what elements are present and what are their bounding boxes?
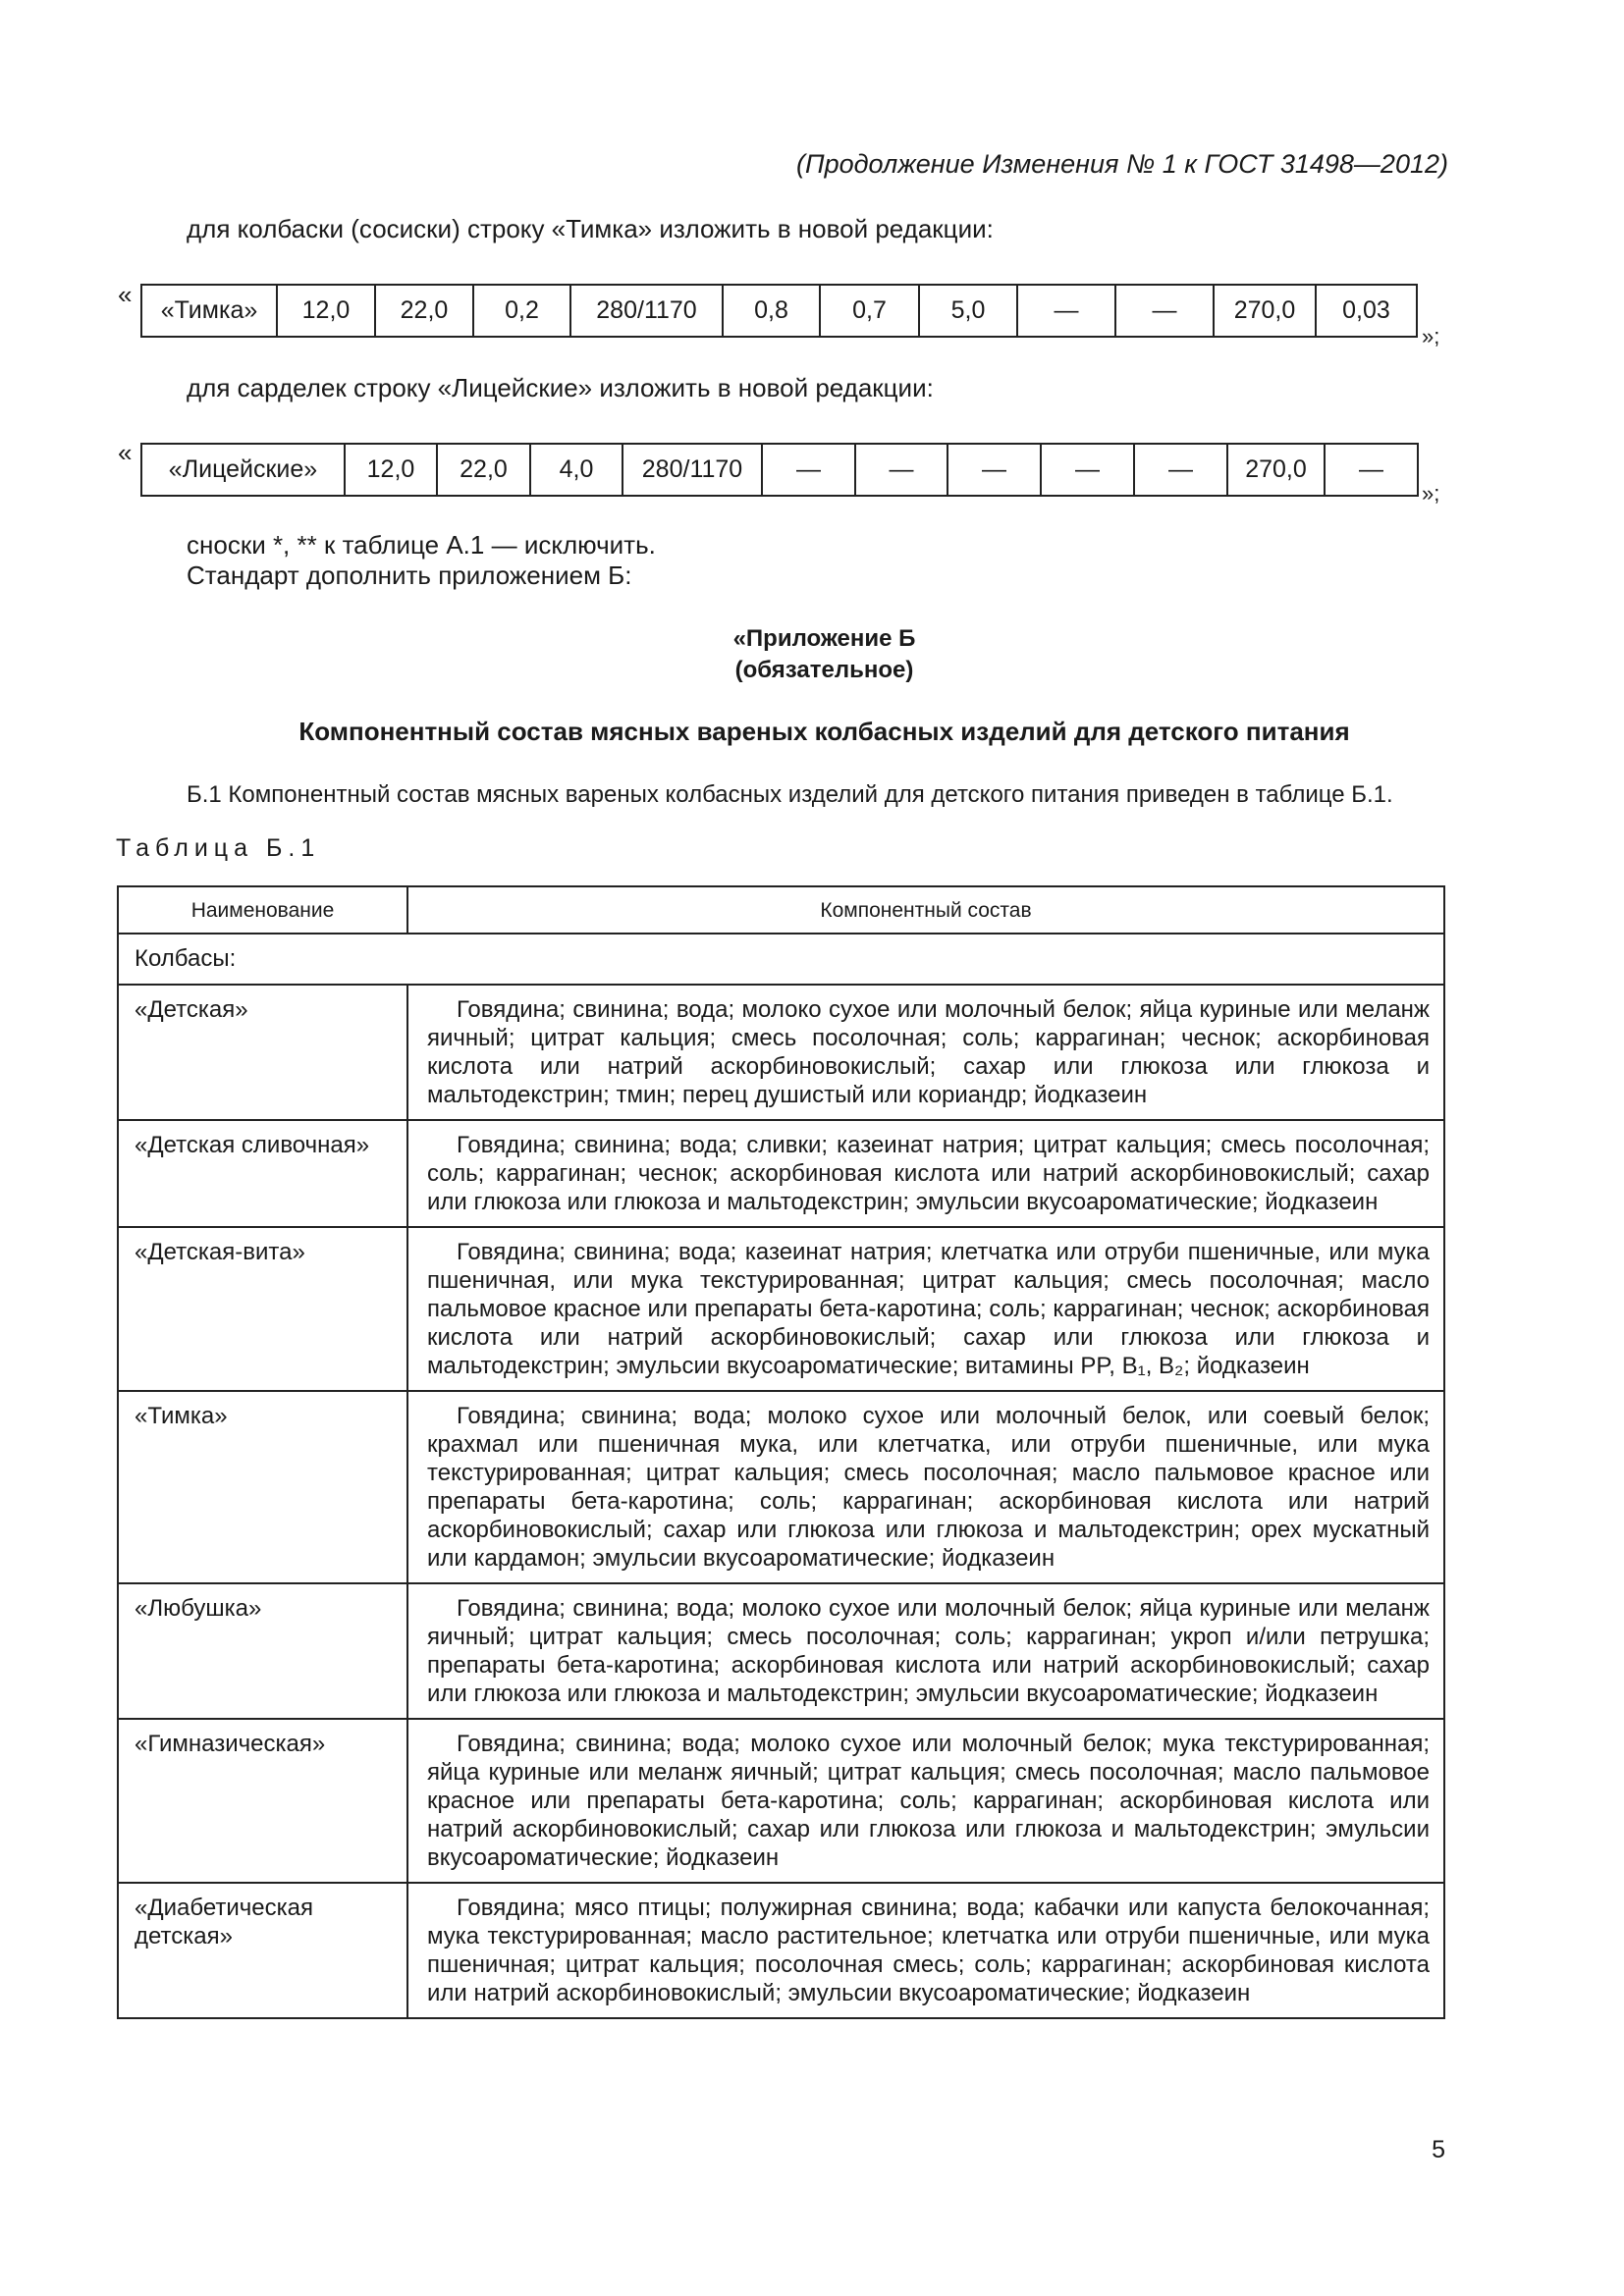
- composition-text: Говядина; мясо птицы; полужирная свинина; вода; кабачки или капуста белокочанная; мука текстурированная; масло растительное; клетчатка или отруби пшеничные, или мука пшеничная; цитрат кальция; посолочная смесь; соль; каррагинан; аскорбиновая кислота или натрий аскорбиновокислый; эмульсии вкусоароматические; йодказеин: [427, 1895, 1430, 2006]
- quote-close-2: »;: [1422, 481, 1440, 506]
- litseiskie-cell: 4,0: [530, 444, 623, 496]
- table-row: [118, 1883, 1444, 2018]
- timka-cell: 5,0: [919, 285, 1017, 337]
- litseiskie-cell: —: [1325, 444, 1418, 496]
- litseiskie-cell: —: [762, 444, 855, 496]
- appendix-title: «Приложение Б: [732, 625, 916, 652]
- quote-open-2: «: [118, 438, 133, 467]
- product-name: «Детская»: [118, 985, 407, 1120]
- timka-cell: 280/1170: [570, 285, 723, 337]
- product-name: «Детская сливочная»: [118, 1120, 407, 1227]
- table-row: [118, 1227, 1444, 1391]
- composition-text: Говядина; свинина; вода; молоко сухое или молочный белок; яйца куриные или меланж яичный; цитрат кальция; смесь посолочная; соль; каррагинан; укроп и/или петрушка; препараты бета-каротина; аскорбиновая кислота или натрий аскорбиновокислый; сахар или глюкоза или глюкоза и мальтодекстрин; эмульсии вкусоароматические; йодказеин: [427, 1595, 1430, 1707]
- timka-cell: 12,0: [277, 285, 375, 337]
- intro-sardelki-text: для сарделек строку «Лицейские» изложить в новой редакции:: [187, 373, 934, 402]
- litseiskie-cell: «Лицейские»: [141, 444, 345, 496]
- product-name: «Детская-вита»: [118, 1227, 407, 1391]
- composition-text: Говядина; свинина; вода; казеинат натрия; клетчатка или отруби пшеничные, или мука пшеничная, или мука текстурированная; цитрат кальция; смесь посолочная; масло пальмовое красное или препараты бета-каротина; соль; каррагинан; чеснок; аскорбиновая кислота или натрий аскорбиновокислый; сахар или глюкоза или глюкоза и мальтодекстрин; эмульсии вкусоароматические; витамины PP, B₁, B₂; йодказеин: [427, 1239, 1430, 1379]
- timka-cell: —: [1115, 285, 1214, 337]
- product-composition: [407, 985, 1444, 1120]
- timka-cell: 270,0: [1214, 285, 1316, 337]
- header-name: Наименование: [118, 886, 407, 934]
- composition-text: Говядина; свинина; вода; молоко сухое или молочный белок; яйца куриные или меланж яичный; цитрат кальция; смесь посолочная; соль; каррагинан; чеснок; аскорбиновая кислота или натрий аскорбиновокислый; сахар или глюкоза или глюкоза и мальтодекстрин; тмин; перец душистый или кориандр; йодказеин: [427, 996, 1430, 1108]
- litseiskie-cell: —: [1041, 444, 1134, 496]
- composition-text: Говядина; свинина; вода; молоко сухое или молочный белок, или соевый белок; крахмал или пшеничная мука, или клетчатка, или отруби пшеничные, или мука текстурированная; цитрат кальция; смесь посолочная; масло пальмовое красное или препараты бета-каротина; соль; каррагинан; аскорбиновая кислота или натрий аскорбиновокислый; сахар или глюкоза или глюкоза и мальтодекстрин; орех мускатный или кардамон; эмульсии вкусоароматические; йодказеин: [427, 1403, 1430, 1572]
- table-row: [118, 1719, 1444, 1883]
- composition-text: Говядина; свинина; вода; сливки; казеинат натрия; цитрат кальция; смесь посолочная; соль; каррагинан; чеснок; аскорбиновая кислота или натрий аскорбиновокислый; сахар или глюкоза или глюкоза и мальтодекстрин; эмульсии вкусоароматические; йодказеин: [427, 1132, 1430, 1215]
- appendix-heading: Компонентный состав мясных вареных колбасных изделий для детского питания: [298, 717, 1350, 746]
- table-header-row: [118, 886, 1444, 934]
- timka-cell: 0,03: [1316, 285, 1417, 337]
- quote-open-1: «: [118, 280, 133, 309]
- timka-cell: 22,0: [375, 285, 473, 337]
- product-composition: [407, 1883, 1444, 2018]
- product-composition: [407, 1391, 1444, 1583]
- product-name: «Любушка»: [118, 1583, 407, 1719]
- litseiskie-cell: 12,0: [345, 444, 437, 496]
- appendix-subtitle: (обязательное): [734, 657, 914, 683]
- continuation-header: (Продолжение Изменения № 1 к ГОСТ 31498—2012): [796, 149, 1448, 179]
- litseiskie-cell: 270,0: [1227, 444, 1325, 496]
- composition-text: Говядина; свинина; вода; молоко сухое или молочный белок; мука текстурированная; яйца куриные или меланж яичный; цитрат кальция; смесь посолочная; масло пальмовое красное или препараты бета-каротина; соль; каррагинан; аскорбиновая кислота или натрий аскорбиновокислый; сахар или глюкоза или глюкоза и мальтодекстрин; эмульсии вкусоароматические; йодказеин: [427, 1731, 1430, 1871]
- timka-row-table: [140, 284, 1418, 338]
- litseiskie-cell: —: [1134, 444, 1227, 496]
- product-name: «Диабетическая детская»: [118, 1883, 407, 2018]
- litseiskie-cell: —: [947, 444, 1041, 496]
- table-row: [118, 1120, 1444, 1227]
- table-label: Таблица Б.1: [116, 834, 321, 862]
- litseiskie-row-table: [140, 443, 1419, 497]
- product-composition: [407, 1120, 1444, 1227]
- timka-cell: —: [1017, 285, 1115, 337]
- timka-cell: 0,7: [820, 285, 919, 337]
- page-number: 5: [1432, 2136, 1445, 2163]
- product-composition: [407, 1583, 1444, 1719]
- litseiskie-row: [141, 444, 1418, 496]
- header-composition: Компонентный состав: [407, 886, 1444, 934]
- timka-row: [141, 285, 1417, 337]
- timka-cell: «Тимка»: [141, 285, 277, 337]
- table-row: [118, 1391, 1444, 1583]
- product-name: «Тимка»: [118, 1391, 407, 1583]
- litseiskie-cell: 280/1170: [623, 444, 762, 496]
- litseiskie-cell: —: [855, 444, 947, 496]
- group-row: [118, 934, 1444, 985]
- timka-cell: 0,8: [723, 285, 820, 337]
- product-composition: [407, 1719, 1444, 1883]
- intro-sausage-text: для колбаски (сосиски) строку «Тимка» изложить в новой редакции:: [187, 214, 994, 243]
- product-composition: [407, 1227, 1444, 1391]
- quote-close-1: »;: [1422, 324, 1440, 348]
- table-row: [118, 985, 1444, 1120]
- product-name: «Гимназическая»: [118, 1719, 407, 1883]
- table-row: [118, 1583, 1444, 1719]
- clause-b1: Б.1 Компонентный состав мясных вареных колбасных изделий для детского питания приведен в таблице Б.1.: [187, 781, 1393, 808]
- supplement-text: Стандарт дополнить приложением Б:: [187, 561, 632, 590]
- litseiskie-cell: 22,0: [437, 444, 530, 496]
- group-label: Колбасы:: [118, 934, 1444, 985]
- composition-table: [117, 885, 1445, 2019]
- footnote-text: сноски *, ** к таблице А.1 — исключить.: [187, 530, 656, 560]
- timka-cell: 0,2: [473, 285, 570, 337]
